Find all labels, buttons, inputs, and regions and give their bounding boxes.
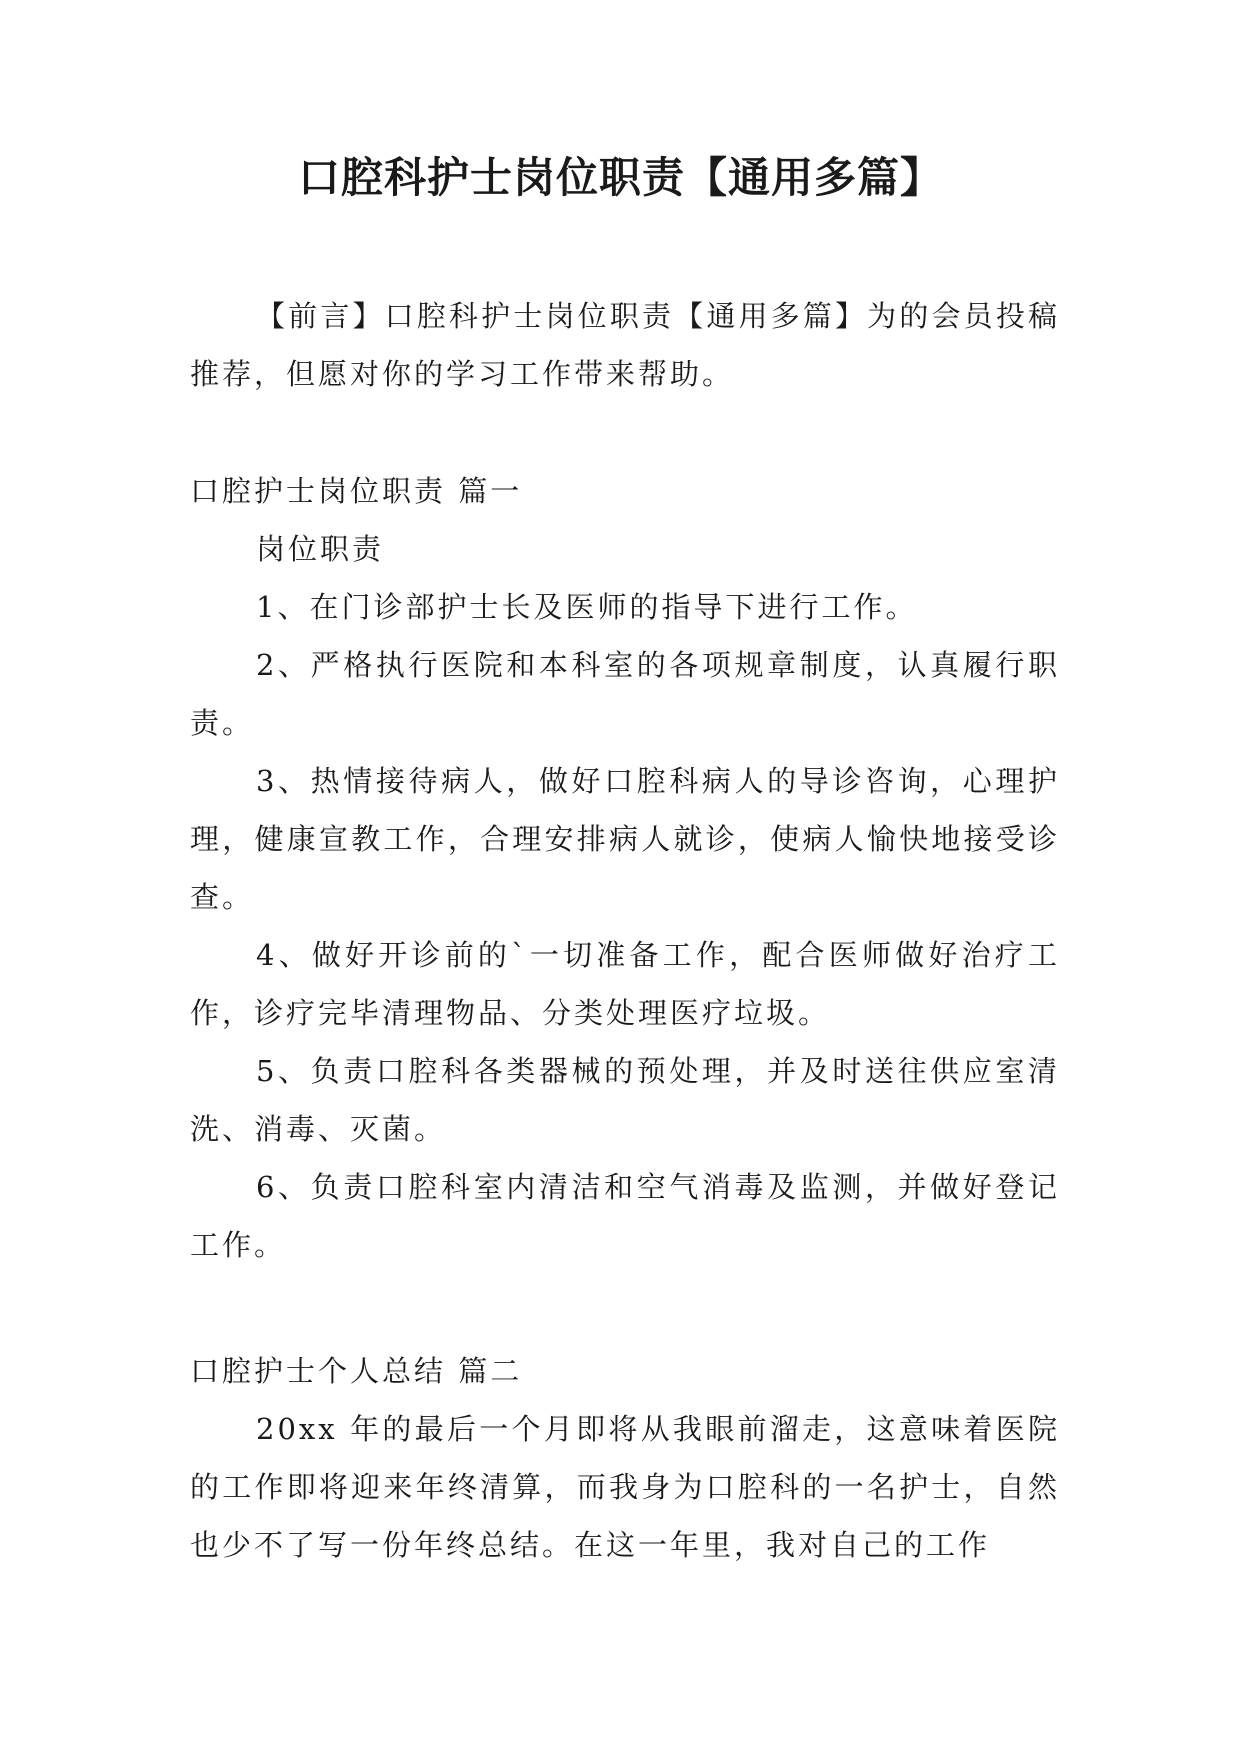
duty-item: 1、在门诊部护士长及医师的指导下进行工作。 (256, 590, 918, 624)
preface-paragraph: 【前言】口腔科护士岗位职责【通用多篇】为的会员投稿推荐，但愿对你的学习工作带来帮助。 (190, 299, 1060, 391)
duty-item: 2、严格执行医院和本科室的各项规章制度，认真履行职责。 (190, 648, 1060, 740)
section-heading: 口腔护士岗位职责 篇一 (190, 474, 523, 508)
duty-item: 6、负责口腔科室内清洁和空气消毒及监测，并做好登记工作。 (190, 1170, 1060, 1262)
duty-item: 5、负责口腔科各类器械的预处理，并及时送往供应室清洗、消毒、灭菌。 (190, 1054, 1060, 1146)
document-title: 口腔科护士岗位职责【通用多篇】 (297, 153, 943, 202)
section-two (190, 1342, 1060, 1574)
section-heading: 口腔护士个人总结 篇二 (190, 1354, 523, 1388)
summary-paragraph: 20xx 年的最后一个月即将从我眼前溜走，这意味着医院的工作即将迎来年终清算，而我身为口腔科的一名护士，自然也少不了写一份年终总结。在这一年里，我对自己的工作 (190, 1412, 1060, 1562)
duty-item: 3、热情接待病人，做好口腔科病人的导诊咨询，心理护理，健康宣教工作，合理安排病人就诊，使病人愉快地接受诊查。 (190, 764, 1060, 914)
preface-block (190, 287, 1060, 403)
section-one (190, 462, 1060, 1274)
section-subheading: 岗位职责 (256, 532, 385, 566)
duty-item: 4、做好开诊前的`一切准备工作，配合医师做好治疗工作，诊疗完毕清理物品、分类处理医疗垃圾。 (190, 938, 1060, 1030)
